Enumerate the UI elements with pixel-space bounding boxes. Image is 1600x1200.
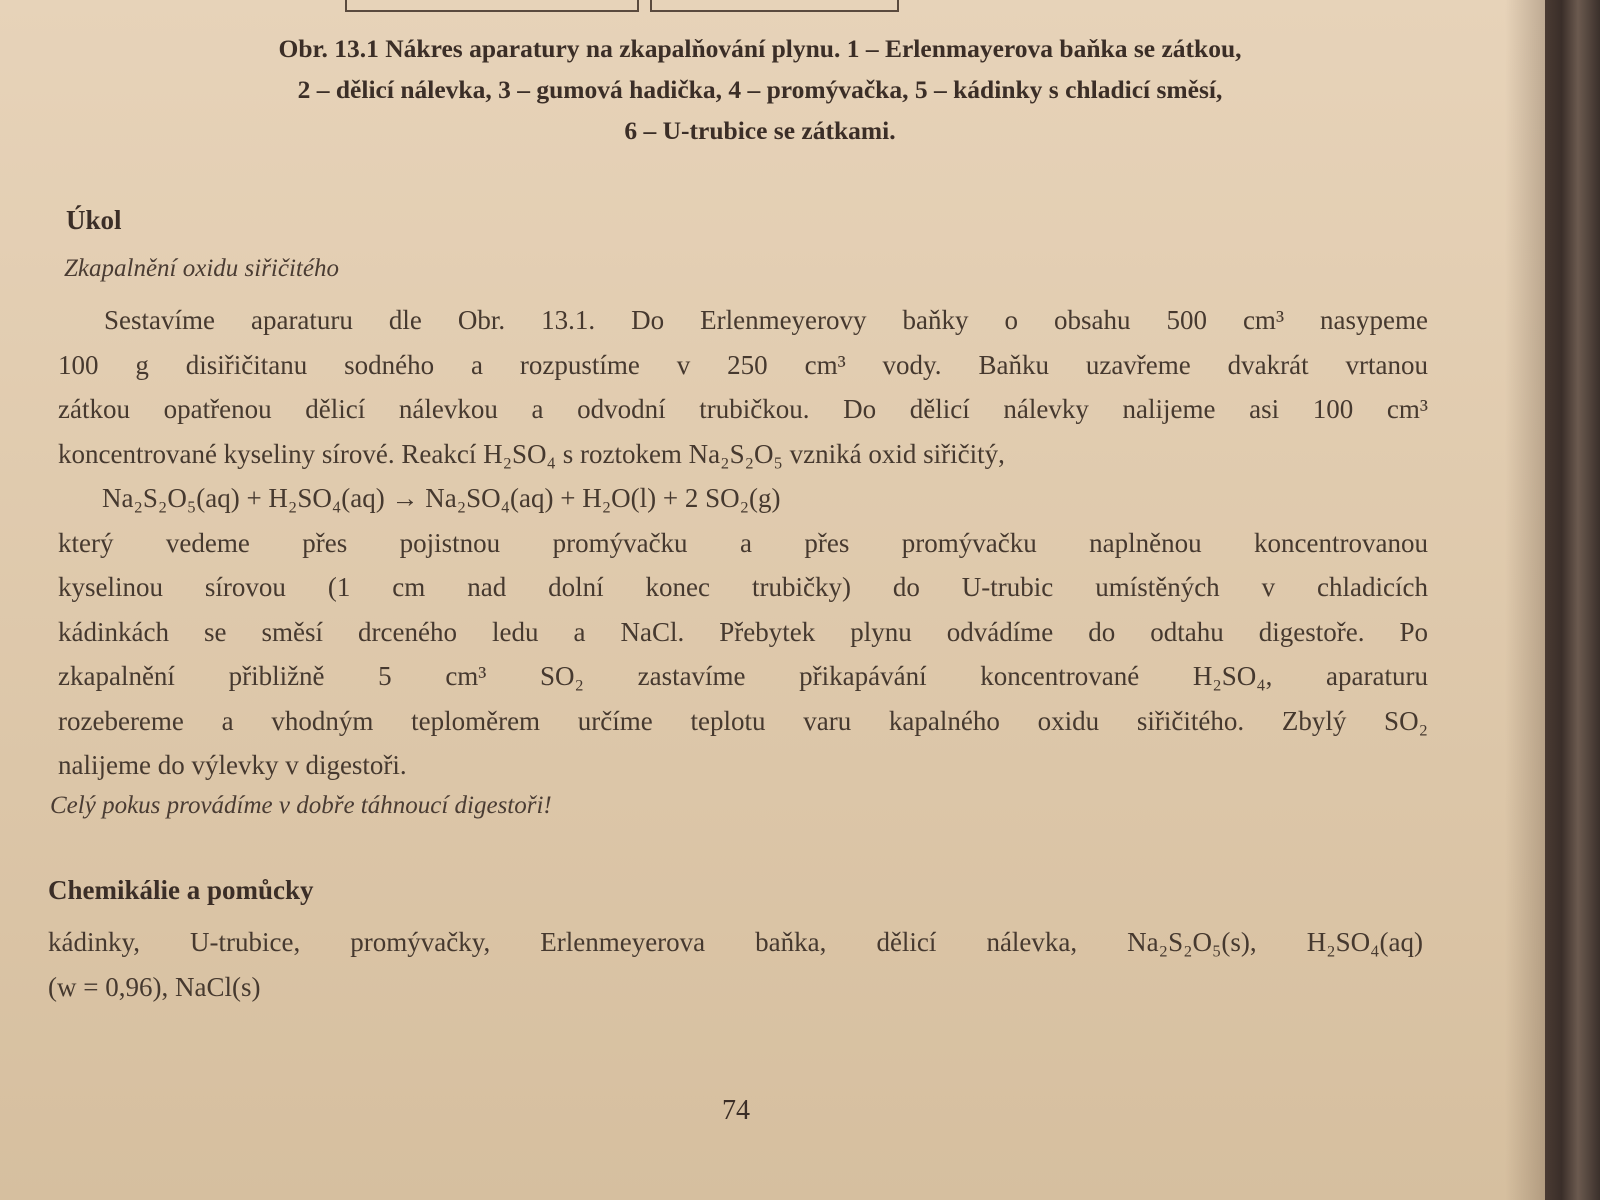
body-line: koncentrované kyseliny sírové. Reakcí H₂SO₄ s roztokem Na₂S₂O₅ vzniká oxid siřičitý, [58,438,1005,469]
body-line: 100 g disiřičitanu sodného a rozpustíme v 250 cm³ vody. Baňku uzavřeme dvakrát vrtanou [58,349,1428,380]
body-line: zkapalnění přibližně 5 cm³ SO₂ zastavíme přikapávání koncentrované H₂SO₄, aparaturu [58,661,1428,691]
caption-line-2: 2 – dělicí nálevka, 3 – gumová hadička, 4 – promývačka, 5 – kádinky s chladicí směsí, [297,75,1223,104]
page-number: 74 [722,1095,750,1126]
body-line: kyselinou sírovou (1 cm nad dolní konec trubičky) do U-trubic umístěných v chladicích [58,572,1428,602]
body-line: kádinkách se směsí drceného ledu a NaCl. Přebytek plynu odvádíme do odtahu digestoře. Po [58,616,1428,647]
reaction-equation: Na₂S₂O₅(aq) + H₂SO₄(aq) → Na₂SO₄(aq) + H₂O(l) + 2 SO₂(g) [102,483,781,513]
materials-body [48,920,1423,1009]
figure-box-right [650,0,899,12]
materials-line: (w = 0,96), NaCl(s) [48,971,261,1002]
safety-warning: Celý pokus provádíme v dobře táhnoucí digestoři! [50,792,552,819]
figure-caption [110,28,1410,151]
task-heading: Úkol [66,205,122,235]
figure-box-left [345,0,639,12]
body-line: rozebereme a vhodným teploměrem určíme teplotu varu kapalného oxidu siřičitého. Zbylý SO₂ [58,705,1428,736]
body-line: Sestavíme aparaturu dle Obr. 13.1. Do Erlenmeyerovy baňky o obsahu 500 cm³ nasypeme [104,305,1428,335]
caption-line-3: 6 – U-trubice se zátkami. [624,116,896,145]
materials-line: kádinky, U-trubice, promývačky, Erlenmeyerova baňka, dělicí nálevka, Na₂S₂O₅(s), H₂SO₄(aq) [48,927,1423,957]
book-spine [1545,0,1600,1200]
body-line: který vedeme přes pojistnou promývačku a přes promývačku naplněnou koncentrovanou [58,527,1428,558]
task-subheading: Zkapalnění oxidu siřičitého [64,255,339,282]
body-line: nalijeme do výlevky v digestoři. [58,750,407,780]
materials-heading: Chemikálie a pomůcky [48,875,314,905]
body-line: zátkou opatřenou dělicí nálevkou a odvodní trubičkou. Do dělicí nálevky nalijeme asi 100 cm³ [58,394,1428,424]
task-body [58,298,1428,788]
caption-line-1: Obr. 13.1 Nákres aparatury na zkapalňování plynu. 1 – Erlenmayerova baňka se zátkou, [278,34,1242,63]
